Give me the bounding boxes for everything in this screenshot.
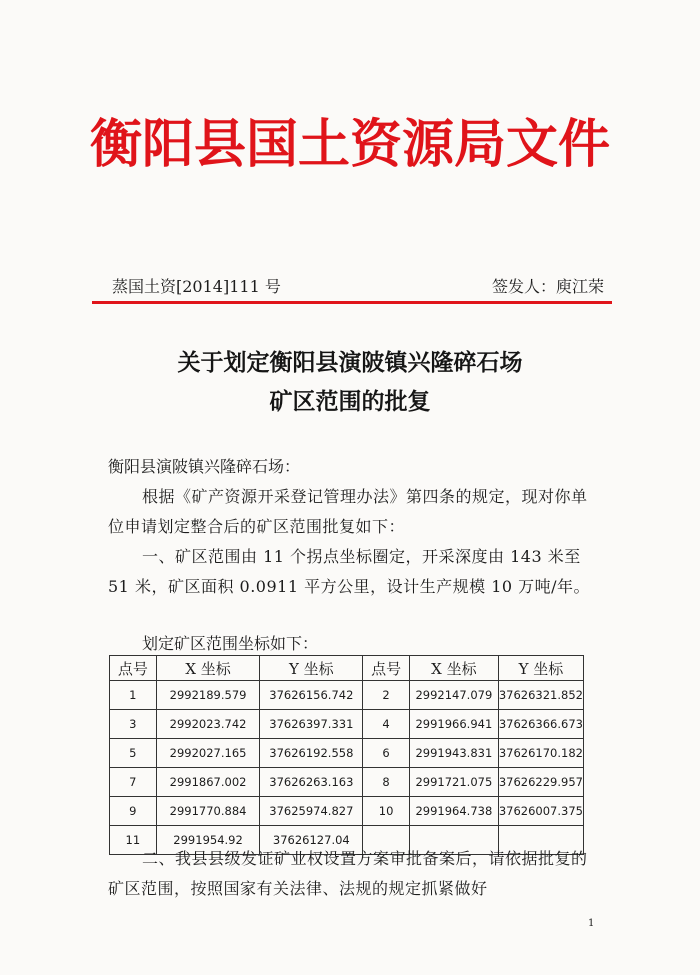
table-cell: 2991867.002: [156, 768, 260, 797]
table-cell: 37626170.182: [498, 739, 583, 768]
header-x-coord: X 坐标: [156, 656, 260, 681]
table-cell: 2992027.165: [156, 739, 260, 768]
table-cell: 2991964.738: [409, 797, 498, 826]
table-cell: 37626397.331: [260, 710, 363, 739]
table-row: [110, 710, 584, 739]
table-cell: 11: [110, 826, 157, 855]
table-row: [110, 768, 584, 797]
table-header-row: [110, 656, 584, 681]
paragraph-basis: 根据《矿产资源开采登记管理办法》第四条的规定，现对你单位申请划定整合后的矿区范围批复如下：: [108, 487, 588, 536]
table-cell: 1: [110, 681, 157, 710]
table-cell: 3: [110, 710, 157, 739]
header-y-coord: Y 坐标: [260, 656, 363, 681]
table-cell: 8: [363, 768, 410, 797]
table-cell: 2: [363, 681, 410, 710]
document-number: 蒸国土资[2014]111 号: [112, 277, 281, 296]
table-cell: 2992147.079: [409, 681, 498, 710]
table-cell: 37626229.957: [498, 768, 583, 797]
table-row: [110, 797, 584, 826]
table-cell: 2992023.742: [156, 710, 260, 739]
table-cell: 9: [110, 797, 157, 826]
document-subject: [0, 344, 700, 422]
table-cell: 37626127.04: [260, 826, 363, 855]
coordinate-table: [109, 655, 584, 855]
table-cell: 37626321.852: [498, 681, 583, 710]
table-cell: 37626156.742: [260, 681, 363, 710]
subject-line-1: 关于划定衡阳县演陂镇兴隆碎石场: [177, 350, 523, 376]
header-point-no: 点号: [110, 656, 157, 681]
header-point-no: 点号: [363, 656, 410, 681]
table-cell: 37626263.163: [260, 768, 363, 797]
header-y-coord: Y 坐标: [498, 656, 583, 681]
table-cell: 37626192.558: [260, 739, 363, 768]
table-cell: 2991954.92: [156, 826, 260, 855]
table-cell: 2991943.831: [409, 739, 498, 768]
issuing-authority-title: 衡阳县国土资源局文件: [89, 114, 610, 175]
paragraph-mining-area: 一、矿区范围由 11 个拐点坐标圈定，开采深度由 143 米至 51 米，矿区面积 0.0911 平方公里，设计生产规模 10 万吨/年。: [108, 547, 591, 596]
table-cell: 2991966.941: [409, 710, 498, 739]
table-cell: 2991721.075: [409, 768, 498, 797]
signer: 签发人：庾江荣: [491, 277, 604, 296]
table-cell: 6: [363, 739, 410, 768]
table-row: [110, 681, 584, 710]
table-cell: 7: [110, 768, 157, 797]
header-x-coord: X 坐标: [409, 656, 498, 681]
table-cell: 37626366.673: [498, 710, 583, 739]
table-cell: 4: [363, 710, 410, 739]
table-row: [110, 739, 584, 768]
addressee: 衡阳县演陂镇兴隆碎石场：: [108, 457, 301, 476]
paragraph-filing-requirement: 二、我县县级发证矿业权设置方案审批备案后，请依据批复的矿区范围，按照国家有关法律、法规的规定抓紧做好: [108, 849, 588, 898]
table-cell: 10: [363, 797, 410, 826]
subject-line-2: 矿区范围的批复: [269, 389, 431, 415]
page-number: 1: [588, 918, 595, 929]
table-cell: 37626007.375: [498, 797, 583, 826]
table-cell: 2992189.579: [156, 681, 260, 710]
table-cell: 5: [110, 739, 157, 768]
table-caption: 划定矿区范围坐标如下：: [142, 634, 319, 653]
table-cell: 37625974.827: [260, 797, 363, 826]
red-divider-line: [92, 301, 612, 304]
table-cell: 2991770.884: [156, 797, 260, 826]
